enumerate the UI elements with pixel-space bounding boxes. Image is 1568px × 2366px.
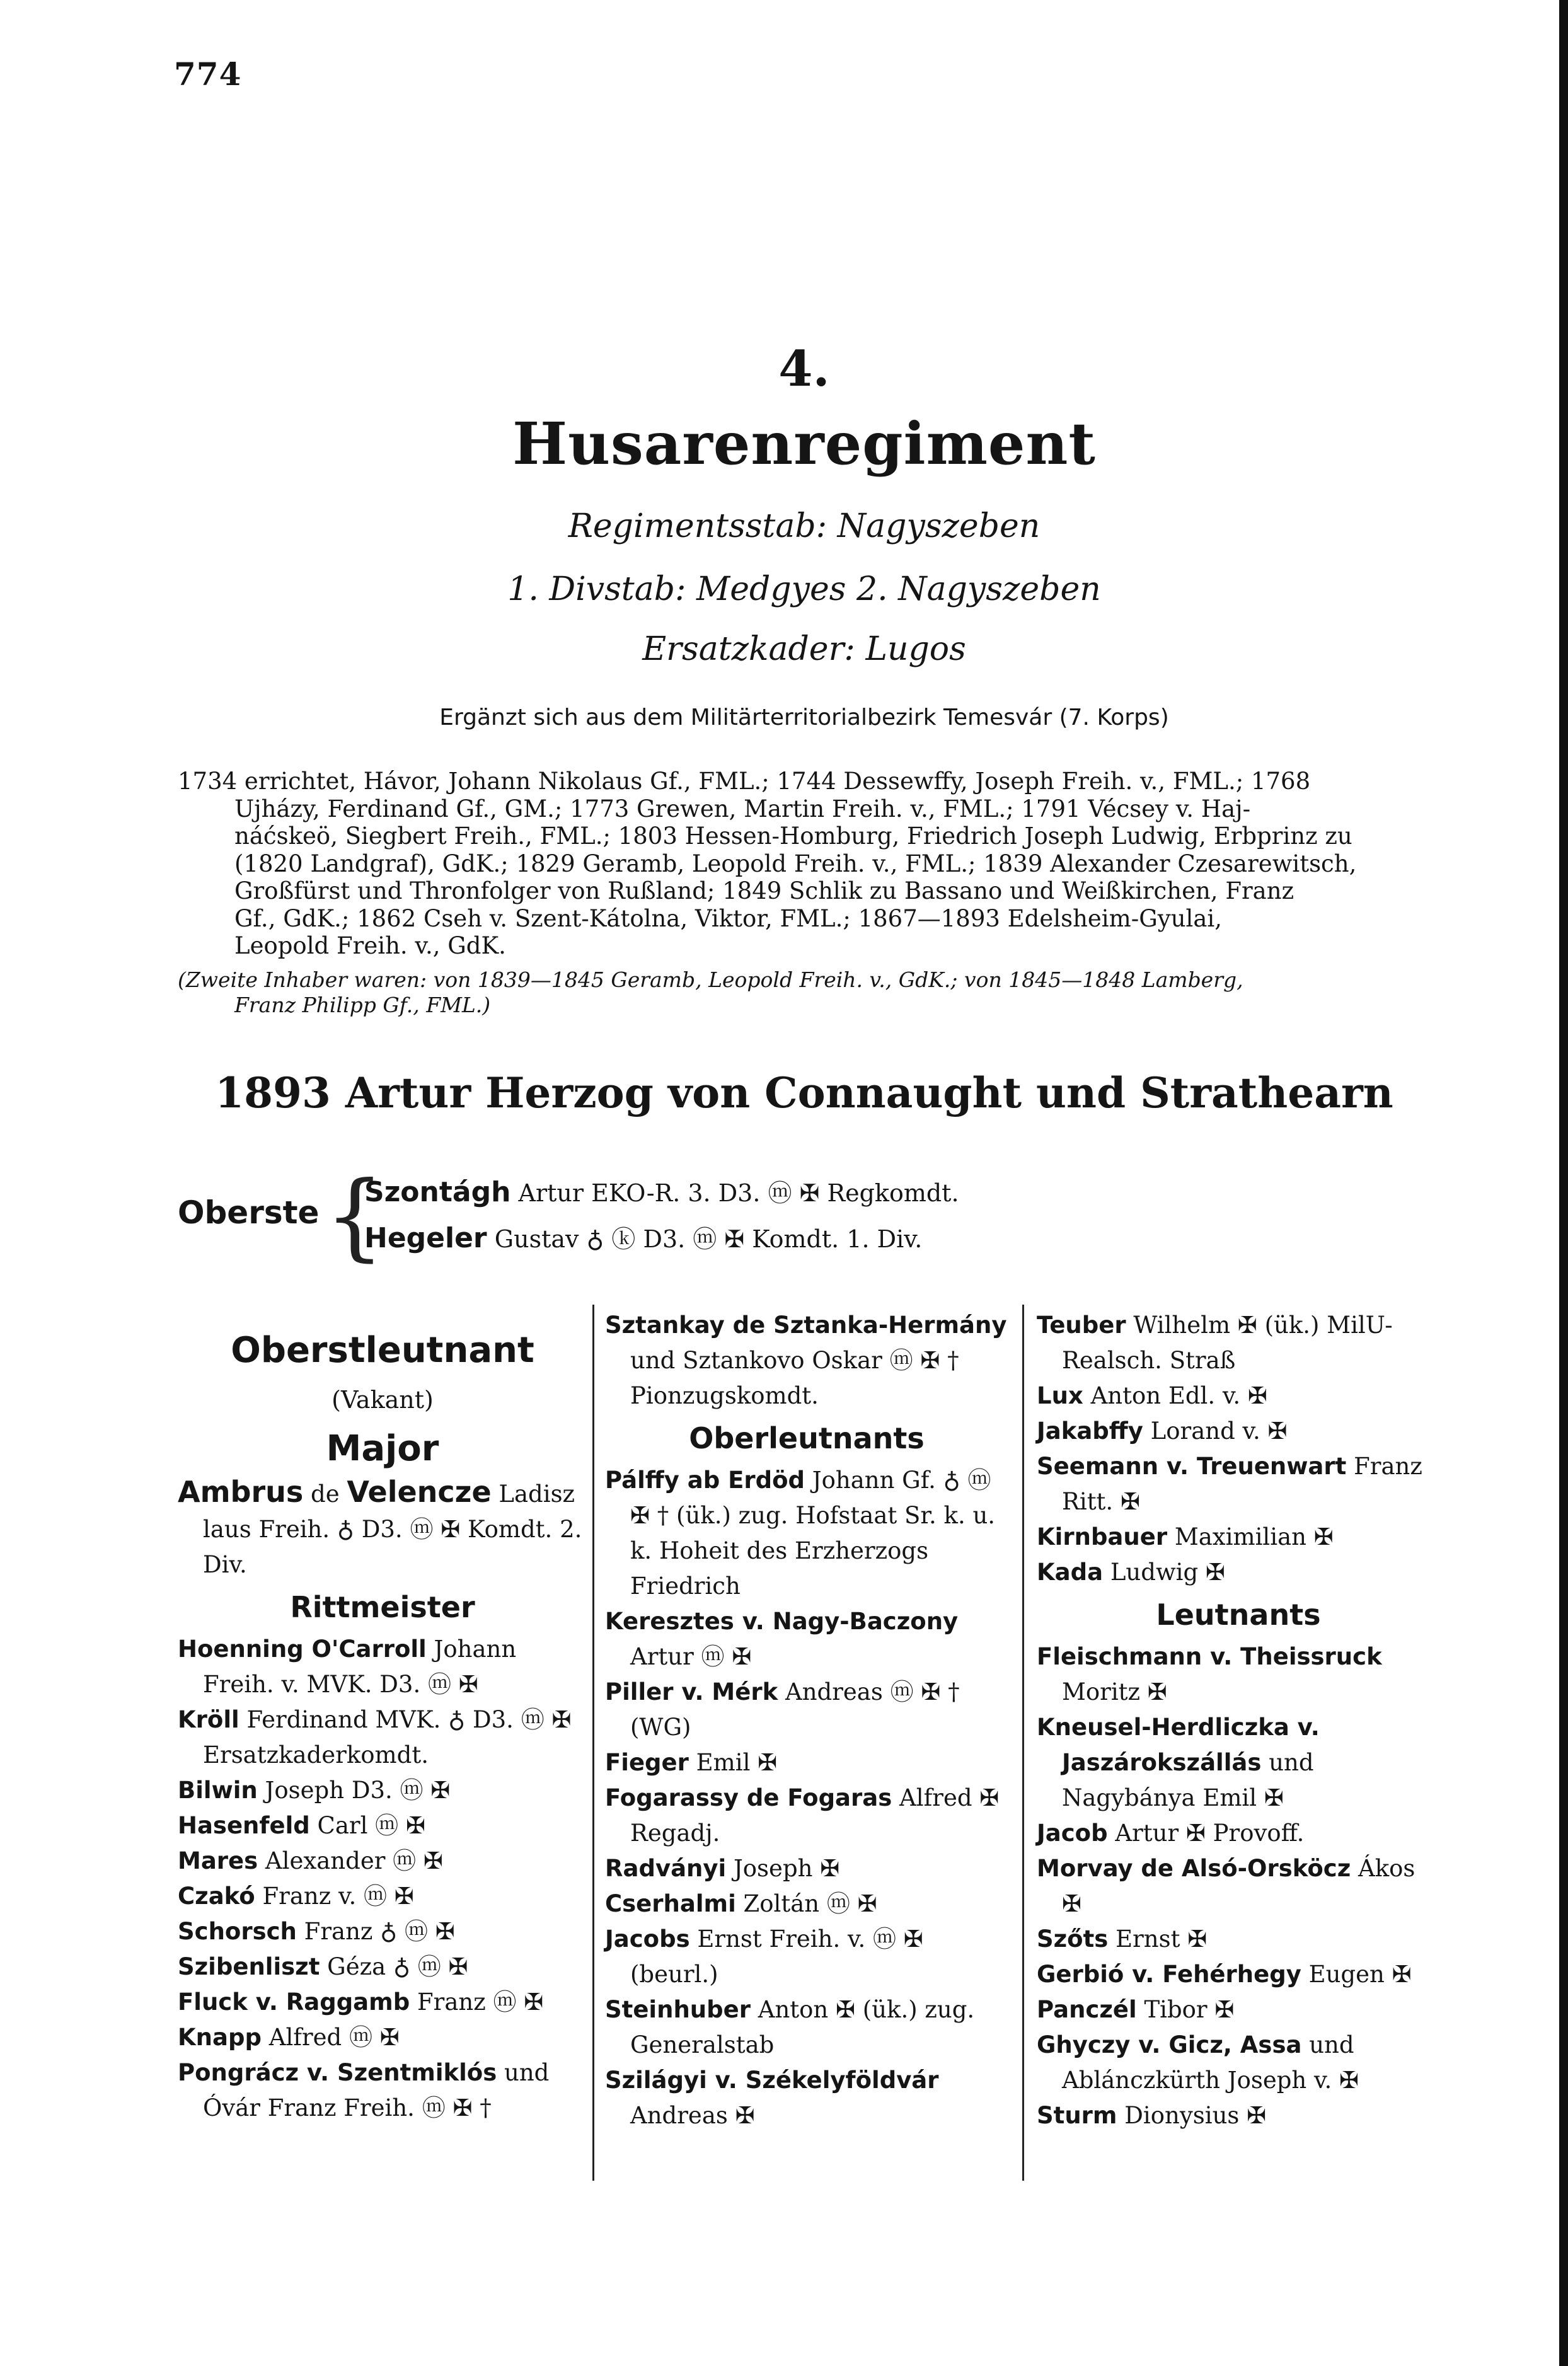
zweite-line: Franz Philipp Gf., FML.) <box>234 993 491 1017</box>
erganzt-line: Ergänzt sich aus dem Militärterritorialbezirk Temesvár (7. Korps) <box>439 705 1169 730</box>
entry-name: Teuber <box>1037 1312 1126 1339</box>
brace: { <box>325 1162 385 1271</box>
entry-details: Artur ✠ Provoff. <box>1115 1820 1305 1847</box>
entry-details: Ladisz <box>499 1480 575 1508</box>
entry-details: Johann Freih. v. MVK. D3. ⓜ ✠ <box>203 1636 517 1698</box>
entry-name: Bilwin <box>178 1777 258 1804</box>
entry-name: Hasenfeld <box>178 1812 310 1839</box>
entry-details: Ferdinand MVK. ♁ D3. ⓜ ✠ Ersatzkaderkomdt. <box>203 1706 572 1769</box>
list-item <box>1037 1922 1440 1957</box>
heading-oberstleutnant: Oberstleutnant <box>231 1330 534 1371</box>
oberste-label: Oberste <box>178 1194 320 1231</box>
entry-details: Dionysius ✠ <box>1124 2102 1267 2129</box>
list-item <box>1037 1851 1440 1922</box>
list-item <box>178 1949 587 1985</box>
heading-leutnants: Leutnants <box>1156 1598 1321 1632</box>
entry-details: Anton ✠ (ük.) zug. Generalstab <box>630 1996 975 2058</box>
page-number: 774 <box>174 55 242 93</box>
list-item <box>1037 1816 1440 1851</box>
entry-name: Panczél <box>1037 1996 1137 2023</box>
entry-name: Mares <box>178 1847 258 1874</box>
major-entry <box>178 1474 587 1583</box>
entry-details: Moritz ✠ <box>1062 1678 1167 1705</box>
regimentsstab: Regimentsstab: Nagyszeben <box>568 507 1041 545</box>
page-edge-bar <box>1559 0 1568 2366</box>
entry-name: Keresztes v. Nagy-Baczony <box>605 1608 959 1635</box>
oberst-name: Hegeler <box>364 1222 487 1254</box>
list-item <box>1037 1449 1440 1520</box>
entry-name: Morvay de Alsó-Orsköcz <box>1037 1855 1351 1882</box>
list-item <box>605 1780 1008 1851</box>
list-item <box>178 2055 587 2126</box>
entry-name: Jacob <box>1037 1820 1108 1847</box>
entry-name: Kröll <box>178 1706 239 1733</box>
entry-name: Seemann v. Treuenwart <box>1037 1453 1347 1480</box>
history-paragraph <box>178 768 1432 960</box>
entry-name: Steinhuber <box>605 1996 751 2023</box>
list-item <box>1037 1414 1440 1449</box>
entry-details: Andreas ⓜ ✠ † (WG) <box>630 1678 960 1741</box>
entry-name: Czakó <box>178 1883 255 1910</box>
list-item <box>605 2063 1008 2133</box>
list-item <box>178 1808 587 1844</box>
list-item <box>178 1985 587 2020</box>
column-2 <box>605 1308 1008 2133</box>
heading-rittmeister: Rittmeister <box>290 1590 475 1624</box>
list-item <box>1037 1308 1440 1378</box>
list-item <box>605 1308 1008 1414</box>
entry-details: Artur ⓜ ✠ <box>630 1643 752 1670</box>
list-item <box>605 1851 1008 1886</box>
ersatzkader: Ersatzkader: Lugos <box>642 630 966 668</box>
entry-details: Géza ♁ ⓜ ✠ <box>327 1953 468 1980</box>
column-1 <box>178 1308 587 2126</box>
history-line: Ujházy, Ferdinand Gf., GM.; 1773 Grewen, Martin Freih. v., FML.; 1791 Vécsey v. Haj- <box>234 795 1251 822</box>
oberst-details: Artur EKO-R. 3. D3. ⓜ ✠ Regkomdt. <box>518 1179 959 1207</box>
regiment-owner: 1893 Artur Herzog von Connaught und Strathearn <box>215 1068 1393 1117</box>
entry-details: Joseph ✠ <box>733 1855 840 1882</box>
entry-details: Wilhelm ✠ (ük.) MilU-Realsch. Straß <box>1062 1312 1393 1374</box>
entry-name: Schorsch <box>178 1918 297 1945</box>
entry-details: Tibor ✠ <box>1144 1996 1235 2023</box>
entry-details: Emil ✠ <box>696 1749 778 1776</box>
list-item <box>605 1745 1008 1780</box>
entry-name: Pongrácz v. Szentmiklós <box>178 2059 497 2086</box>
entry-name: Fluck v. Raggamb <box>178 1988 410 2016</box>
entry-name: Cserhalmi <box>605 1890 736 1917</box>
list-item <box>1037 1710 1440 1816</box>
entry-name: Fieger <box>605 1749 689 1776</box>
entry-details: Ludwig ✠ <box>1110 1559 1225 1586</box>
heading-oberleutnants: Oberleutnants <box>689 1421 925 1455</box>
list-item <box>1037 1555 1440 1590</box>
list-item <box>178 1844 587 1879</box>
entry-details: Franz v. ⓜ ✠ <box>262 1883 414 1910</box>
list-item <box>605 1992 1008 2063</box>
column-rule <box>1022 1305 1024 2181</box>
list-item <box>1037 1957 1440 1992</box>
list-item <box>178 2020 587 2055</box>
entry-name: Radványi <box>605 1855 727 1882</box>
entry-details: Komdt. 2. Div. <box>203 1516 582 1578</box>
vakant-text: (Vakant) <box>331 1386 434 1414</box>
entry-name: Sztankay de Sztanka-Hermány <box>605 1312 1007 1339</box>
entry-details: und Sztankovo Oskar ⓜ ✠ † Pionzugskomdt. <box>630 1347 959 1409</box>
entry-details: Lorand v. ✠ <box>1150 1417 1288 1445</box>
entry-details: Franz Ritt. ✠ <box>1062 1453 1422 1515</box>
list-item <box>178 1632 587 1702</box>
entry-name: Szibenliszt <box>178 1953 320 1980</box>
entry-name: Fogarassy de Fogaras <box>605 1784 892 1811</box>
entry-details: Maximilian ✠ <box>1174 1523 1334 1550</box>
zweite-line: (Zweite Inhaber waren: von 1839—1845 Geramb, Leopold Freih. v., GdK.; von 1845—1848 Lamberg, <box>178 967 1243 992</box>
entry-details: Alfred ⓜ ✠ <box>268 2024 400 2051</box>
entry-name: Lux <box>1037 1382 1083 1409</box>
entry-details: laus Freih. ♁ D3. ⓜ ✠ <box>203 1516 461 1543</box>
history-line: náćskeö, Siegbert Freih., FML.; 1803 Hessen-Homburg, Friedrich Joseph Ludwig, Erbprinz zu <box>234 822 1352 850</box>
entry-details: Ernst Freih. v. ⓜ ✠ (beurl.) <box>630 1925 923 1988</box>
zweite-inhaber <box>178 967 1432 1018</box>
oberst-name: Szontágh <box>364 1176 511 1208</box>
regiment-title: Husarenregiment <box>512 410 1096 478</box>
list-item <box>1037 2028 1440 2098</box>
entry-details: Andreas ✠ <box>630 2102 755 2129</box>
oberst-entry <box>364 1174 959 1208</box>
entry-name: Hoenning O'Carroll <box>178 1636 427 1663</box>
entry-name: Ghyczy v. Gicz, Assa <box>1037 2031 1302 2058</box>
entry-details: Alfred ✠ Regadj. <box>630 1784 1000 1847</box>
entry-details: Joseph D3. ⓜ ✠ <box>265 1777 451 1804</box>
list-item <box>605 1604 1008 1675</box>
list-item <box>605 1463 1008 1604</box>
entry-details: Franz ♁ ⓜ ✠ <box>304 1918 455 1945</box>
regiment-number: 4. <box>778 340 830 398</box>
entry-particle: de <box>311 1480 340 1508</box>
entry-details: Carl ⓜ ✠ <box>317 1812 425 1839</box>
entry-name: Velencze <box>347 1475 492 1509</box>
list-item <box>1037 1639 1440 1710</box>
column-rule <box>592 1305 594 2181</box>
list-item <box>1037 2098 1440 2133</box>
history-line: 1734 errichtet, Hávor, Johann Nikolaus Gf., FML.; 1744 Dessewffy, Joseph Freih. v., FML.; 1768 <box>178 768 1311 795</box>
list-item <box>605 1922 1008 1992</box>
entry-details: Eugen ✠ <box>1308 1961 1412 1988</box>
list-item <box>605 1886 1008 1922</box>
entry-details: Alexander ⓜ ✠ <box>265 1847 443 1874</box>
entry-name: Szilágyi v. Székelyföldvár <box>605 2067 939 2094</box>
entry-name: Jakabffy <box>1037 1417 1143 1445</box>
list-item <box>178 1773 587 1808</box>
entry-name: Kneusel-Herdliczka v. Jaszárokszállás <box>1037 1714 1320 1776</box>
entry-details: Ernst ✠ <box>1115 1925 1208 1953</box>
entry-details: und Óvár Franz Freih. ⓜ ✠ † <box>203 2059 550 2121</box>
entry-details: Zoltán ⓜ ✠ <box>743 1890 877 1917</box>
entry-details: Ákos ✠ <box>1062 1855 1415 1917</box>
entry-name: Knapp <box>178 2024 262 2051</box>
entry-details: Johann Gf. ♁ ⓜ ✠ † (ük.) zug. Hofstaat Sr. k. u. k. Hoheit des Erzherzogs Friedrich <box>630 1467 996 1600</box>
entry-name: Kirnbauer <box>1037 1523 1168 1550</box>
divstab: 1. Divstab: Medgyes 2. Nagyszeben <box>507 570 1101 608</box>
list-item <box>178 1702 587 1773</box>
entry-name: Jacobs <box>605 1925 690 1953</box>
history-line: Leopold Freih. v., GdK. <box>234 932 506 959</box>
entry-name: Szőts <box>1037 1925 1109 1953</box>
history-line: (1820 Landgraf), GdK.; 1829 Geramb, Leopold Freih. v., FML.; 1839 Alexander Czesarewitsch, <box>234 850 1357 877</box>
list-item <box>1037 1520 1440 1555</box>
entry-details: und Ablánczkürth Joseph v. ✠ <box>1062 2031 1359 2094</box>
entry-name: Ambrus <box>178 1475 304 1509</box>
entry-details: Franz ⓜ ✠ <box>417 1988 544 2016</box>
list-item <box>1037 1992 1440 2028</box>
entry-name: Kada <box>1037 1559 1104 1586</box>
list-item <box>1037 1378 1440 1414</box>
list-item <box>605 1675 1008 1745</box>
column-3 <box>1037 1308 1440 2133</box>
history-line: Gf., GdK.; 1862 Cseh v. Szent-Kátolna, Viktor, FML.; 1867—1893 Edelsheim-Gyulai, <box>234 904 1223 932</box>
list-item <box>178 1914 587 1949</box>
list-item <box>178 1879 587 1914</box>
oberst-entry <box>364 1220 922 1254</box>
entry-details: und Nagybánya Emil ✠ <box>1062 1749 1314 1811</box>
heading-major: Major <box>326 1428 439 1469</box>
entry-details: Anton Edl. v. ✠ <box>1090 1382 1267 1409</box>
entry-name: Piller v. Mérk <box>605 1678 778 1705</box>
oberst-details: Gustav ♁ ⓚ D3. ⓜ ✠ Komdt. 1. Div. <box>494 1225 923 1253</box>
entry-name: Fleischmann v. Theissruck <box>1037 1643 1382 1670</box>
entry-name: Gerbió v. Fehérhegy <box>1037 1961 1301 1988</box>
history-line: Großfürst und Thronfolger von Rußland; 1849 Schlik zu Bassano und Weißkirchen, Franz <box>234 877 1294 904</box>
entry-name: Pálffy ab Erdöd <box>605 1467 805 1494</box>
entry-name: Sturm <box>1037 2102 1117 2129</box>
